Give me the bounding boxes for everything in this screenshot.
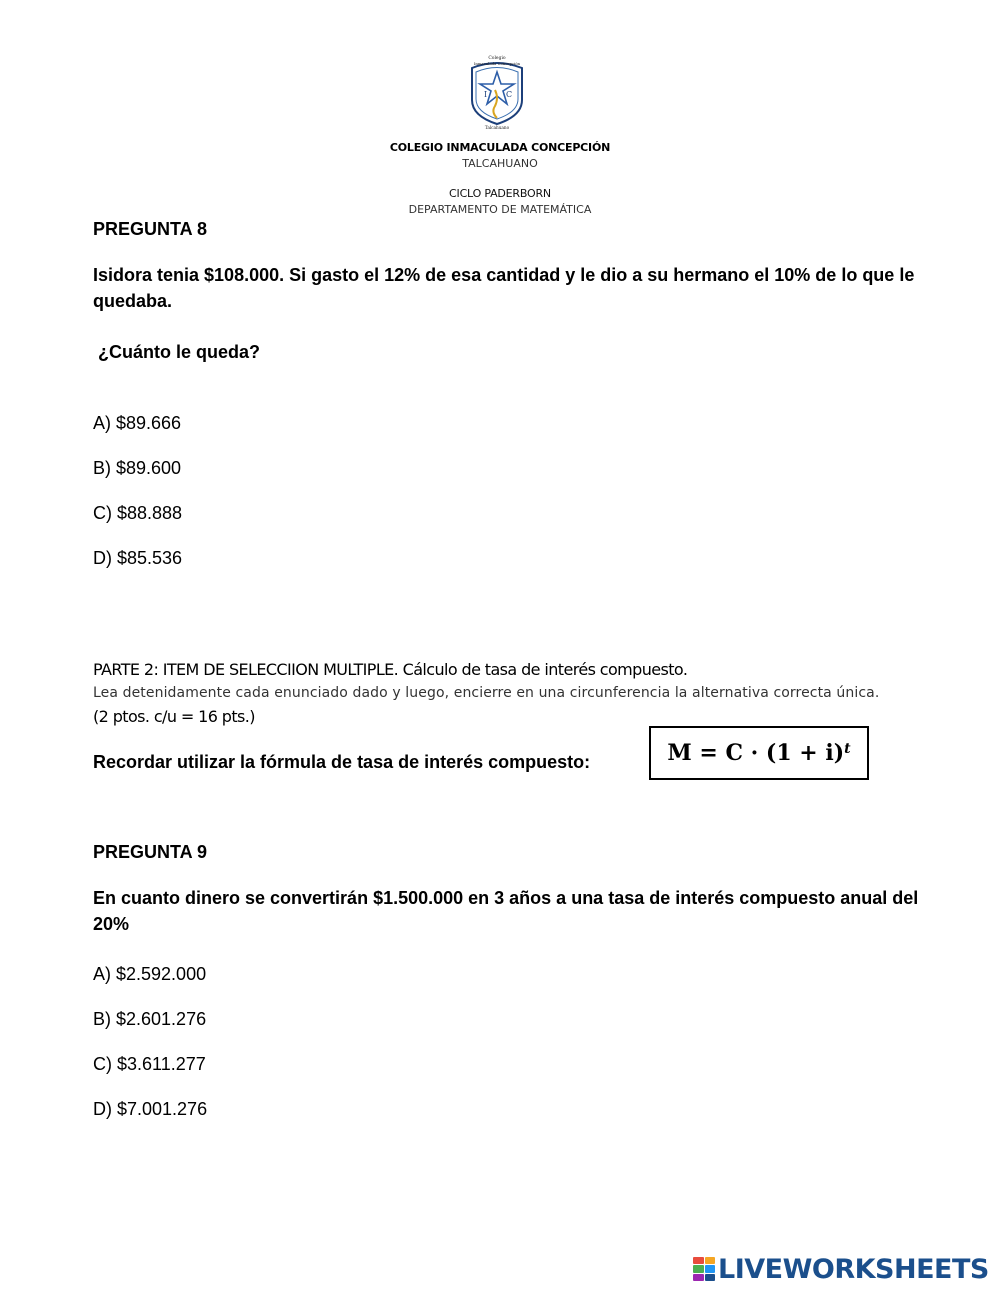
logo-text-name: Inmaculada Concepción bbox=[473, 61, 521, 66]
part-2-instructions: Lea detenidamente cada enunciado dado y luego, encierre en una circunferencia la alternativa correcta única. bbox=[93, 685, 880, 701]
question-9-option-c[interactable]: C) $3.611.277 bbox=[93, 1054, 206, 1074]
school-name: COLEGIO INMACULADA CONCEPCIÓN bbox=[389, 141, 611, 154]
part-2-points: (2 ptos. c/u = 16 pts.) bbox=[93, 707, 255, 726]
question-9-option-a[interactable]: A) $2.592.000 bbox=[93, 964, 207, 984]
question-8-option-c[interactable]: C) $88.888 bbox=[93, 503, 183, 523]
liveworksheets-brand bbox=[693, 1254, 989, 1284]
logo-text-bottom: Talcahuano bbox=[484, 125, 510, 130]
question-8-option-d[interactable]: D) $85.536 bbox=[93, 548, 183, 568]
logo-text-top: Colegio bbox=[488, 56, 506, 61]
question-9-title: PREGUNTA 9 bbox=[93, 842, 208, 862]
logo-letter-right: C bbox=[506, 90, 513, 99]
question-8-option-a[interactable]: A) $89.666 bbox=[93, 413, 182, 433]
part-2-title: PARTE 2: ITEM DE SELECCIION MULTIPLE. Cálculo de tasa de interés compuesto. bbox=[93, 660, 688, 679]
logo-letter-left: I bbox=[484, 90, 488, 99]
formula-reminder: Recordar utilizar la fórmula de tasa de interés compuesto: bbox=[93, 752, 591, 772]
department-name: DEPARTAMENTO DE MATEMÁTICA bbox=[408, 203, 592, 216]
cycle-name: CICLO PADERBORN bbox=[449, 187, 551, 200]
formula-main: M = C · (1 + i) bbox=[667, 740, 845, 766]
school-logo bbox=[462, 50, 532, 130]
question-9-option-d[interactable]: D) $7.001.276 bbox=[93, 1099, 208, 1119]
question-8-text: Isidora tenia $108.000. Si gasto el 12% de esa cantidad y le dio a su hermano el 10% de lo que le quedaba. bbox=[93, 265, 915, 311]
question-8-prompt: ¿Cuánto le queda? bbox=[98, 342, 260, 362]
formula-box bbox=[649, 726, 869, 780]
question-9-text: En cuanto dinero se convertirán $1.500.000 en 3 años a una tasa de interés compuesto anual del 20% bbox=[93, 888, 919, 934]
question-9-option-b[interactable]: B) $2.601.276 bbox=[93, 1009, 207, 1029]
liveworksheets-logo-icon bbox=[693, 1257, 715, 1281]
question-8-option-b[interactable]: B) $89.600 bbox=[93, 458, 182, 478]
question-8-title: PREGUNTA 8 bbox=[93, 219, 208, 239]
liveworksheets-name: LIVEWORKSHEETS bbox=[718, 1253, 989, 1285]
school-city: TALCAHUANO bbox=[462, 157, 538, 170]
formula-exponent: t bbox=[844, 741, 851, 757]
